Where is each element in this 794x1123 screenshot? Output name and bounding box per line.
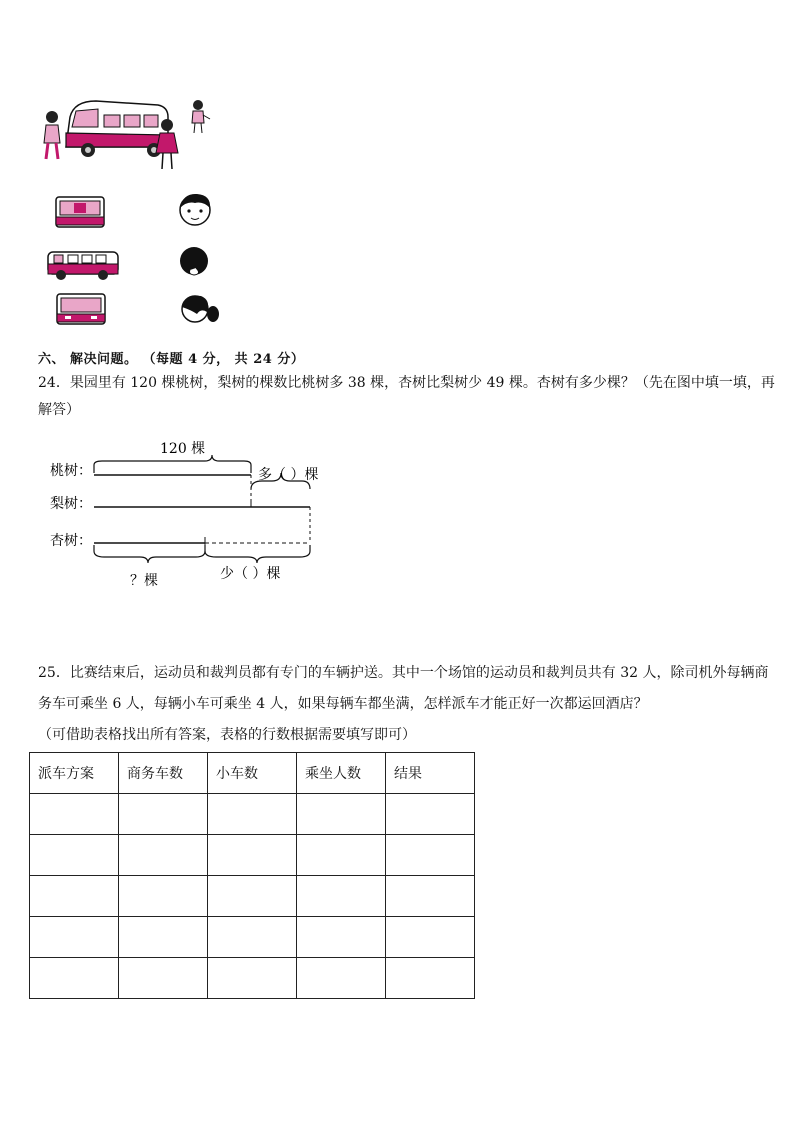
table-cell[interactable] — [119, 794, 208, 835]
table-cell[interactable] — [30, 958, 119, 999]
peach-count: 120 棵 — [160, 441, 206, 457]
bus-side-view-icon — [46, 248, 120, 282]
table-cell[interactable] — [297, 876, 386, 917]
peach-label: 桃树： — [50, 463, 92, 479]
question-25-text — [38, 660, 769, 749]
header-result: 结果 — [386, 753, 475, 794]
table-cell[interactable] — [208, 917, 297, 958]
peach-brace — [94, 455, 251, 473]
apricot-unknown: ？棵 — [130, 573, 158, 589]
header-passengers: 乘坐人数 — [297, 753, 386, 794]
question-24-line2: 解答） — [38, 402, 80, 418]
table-row — [30, 835, 475, 876]
boy-head-front-icon — [175, 191, 215, 227]
bus-rear-view-icon — [55, 292, 107, 328]
bus-children-illustration — [36, 95, 216, 175]
header-small-cars: 小车数 — [208, 753, 297, 794]
boy-head-back-icon — [176, 244, 212, 278]
more-label: 多（ ）棵 — [258, 467, 319, 483]
table-cell[interactable] — [386, 876, 475, 917]
table-cell[interactable] — [297, 917, 386, 958]
apricot-brace — [94, 545, 205, 563]
girl-head-side-icon — [177, 292, 221, 326]
header-business-cars: 商务车数 — [119, 753, 208, 794]
table-cell[interactable] — [208, 958, 297, 999]
table-cell[interactable] — [386, 917, 475, 958]
table-row — [30, 876, 475, 917]
table-cell[interactable] — [208, 794, 297, 835]
table-cell[interactable] — [297, 835, 386, 876]
table-row — [30, 958, 475, 999]
header-plan: 派车方案 — [30, 753, 119, 794]
table-row — [30, 917, 475, 958]
table-row — [30, 794, 475, 835]
table-cell[interactable] — [119, 835, 208, 876]
question-24-text — [38, 370, 775, 424]
less-brace — [205, 545, 310, 563]
less-label: 少（ ）棵 — [220, 566, 281, 582]
pear-label: 梨树： — [50, 496, 92, 512]
question-24-line1: 24．果园里有 120 棵桃树，梨树的棵数比桃树多 38 棵，杏树比梨树少 49 棵。杏树有多少棵？（先在图中填一填，再 — [38, 375, 775, 391]
section-title: 六、 解决问题。 （每题 4 分， 共 24 分） — [38, 352, 305, 367]
table-cell[interactable] — [386, 835, 475, 876]
table-cell[interactable] — [386, 794, 475, 835]
question-25-line2: 务车可乘坐 6 人，每辆小车可乘坐 4 人，如果每辆车都坐满，怎样派车才能正好一次都运回酒店？ — [38, 696, 648, 712]
bus-front-view-icon — [54, 195, 106, 231]
table-cell[interactable] — [208, 835, 297, 876]
table-cell[interactable] — [208, 876, 297, 917]
table-cell[interactable] — [30, 835, 119, 876]
question-25-line3: （可借助表格找出所有答案，表格的行数根据需要填写即可） — [38, 727, 416, 743]
table-cell[interactable] — [297, 958, 386, 999]
table-cell[interactable] — [119, 917, 208, 958]
dispatch-plan-table — [29, 752, 475, 999]
table-cell[interactable] — [386, 958, 475, 999]
table-header-row — [30, 753, 475, 794]
table-cell[interactable] — [119, 958, 208, 999]
table-cell[interactable] — [30, 876, 119, 917]
table-cell[interactable] — [30, 917, 119, 958]
question-25-line1: 25．比赛结束后，运动员和裁判员都有专门的车辆护送。其中一个场馆的运动员和裁判员共有 32 人，除司机外每辆商 — [38, 665, 769, 681]
apricot-label: 杏树： — [50, 533, 92, 549]
tree-comparison-diagram — [40, 435, 360, 595]
table-cell[interactable] — [297, 794, 386, 835]
table-cell[interactable] — [30, 794, 119, 835]
table-cell[interactable] — [119, 876, 208, 917]
